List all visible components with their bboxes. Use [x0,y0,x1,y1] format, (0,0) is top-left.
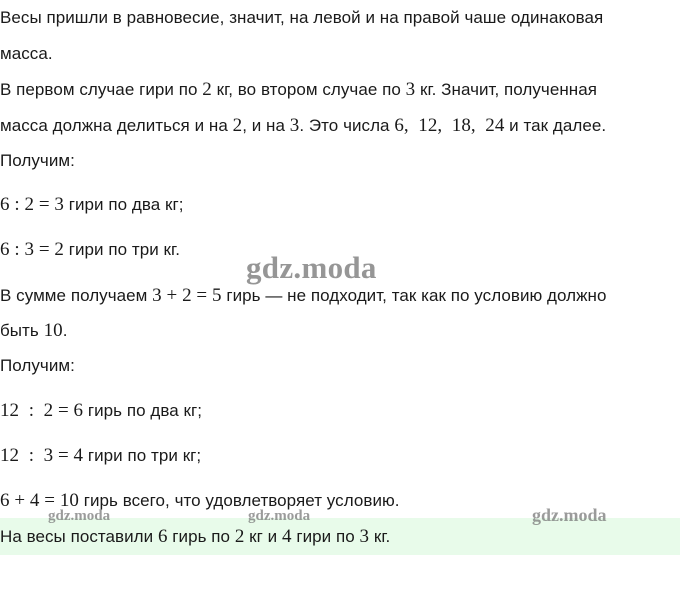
math-expression: 12 : 3 = 4 [0,445,84,466]
math-expression: 2 [202,79,212,100]
math-expression: 2 [234,526,245,547]
text-line-1: Весы пришли в равновесие, значит, на левой и на правой чаше одинаковая [0,8,604,27]
text-line-3: В первом случае гири по 2 кг, во втором случае по 3 кг. Значит, полученная [0,79,597,100]
math-expression: 3 [359,526,370,547]
math-expression: 6, 12, 18, 24 [394,115,505,136]
math-expression: 10 [43,320,63,341]
watermark-logo: gdz.moda [532,505,607,525]
text-line-8: В сумме получаем 3 + 2 = 5 гирь — не подходит, так как по условию должно [0,285,607,306]
math-expression: 2 [232,115,243,136]
text-line-6: 6 : 2 = 3 гири по два кг; [0,194,184,215]
math-expression: 4 [282,526,292,547]
math-expression: 6 [157,526,168,547]
text-line-12: 12 : 3 = 4 гири по три кг; [0,445,202,466]
math-expression: 6 : 3 = 2 [0,239,64,260]
text-line-10: Получим: [0,356,75,375]
watermark-logo: gdz.moda [48,508,111,524]
text-line-4: масса должна делиться и на 2, и на 3. Это числа 6, 12, 18, 24 и так далее. [0,115,607,136]
text-line-13: 6 + 4 = 10 гирь всего, что удовлетворяет условию. [0,490,400,511]
math-expression: 6 + 4 = 10 [0,490,79,511]
text-line-2: масса. [0,44,53,63]
math-expression: 3 + 2 = 5 [152,285,222,306]
math-expression: 6 : 2 = 3 [0,194,64,215]
math-expression: 12 : 2 = 6 [0,400,84,421]
answer-line: На весы поставили 6 гирь по 2 кг и 4 гири по 3 кг. [0,526,391,547]
text-line-7: 6 : 3 = 2 гири по три кг. [0,239,180,260]
watermark-logo: gdz.moda [246,250,377,285]
text-line-11: 12 : 2 = 6 гирь по два кг; [0,400,203,421]
math-expression: 3 [405,79,416,100]
text-line-5: Получим: [0,151,75,170]
math-expression: 3 [289,115,300,136]
text-line-9: быть 10. [0,320,68,341]
watermark-logo: gdz.moda [248,508,311,524]
